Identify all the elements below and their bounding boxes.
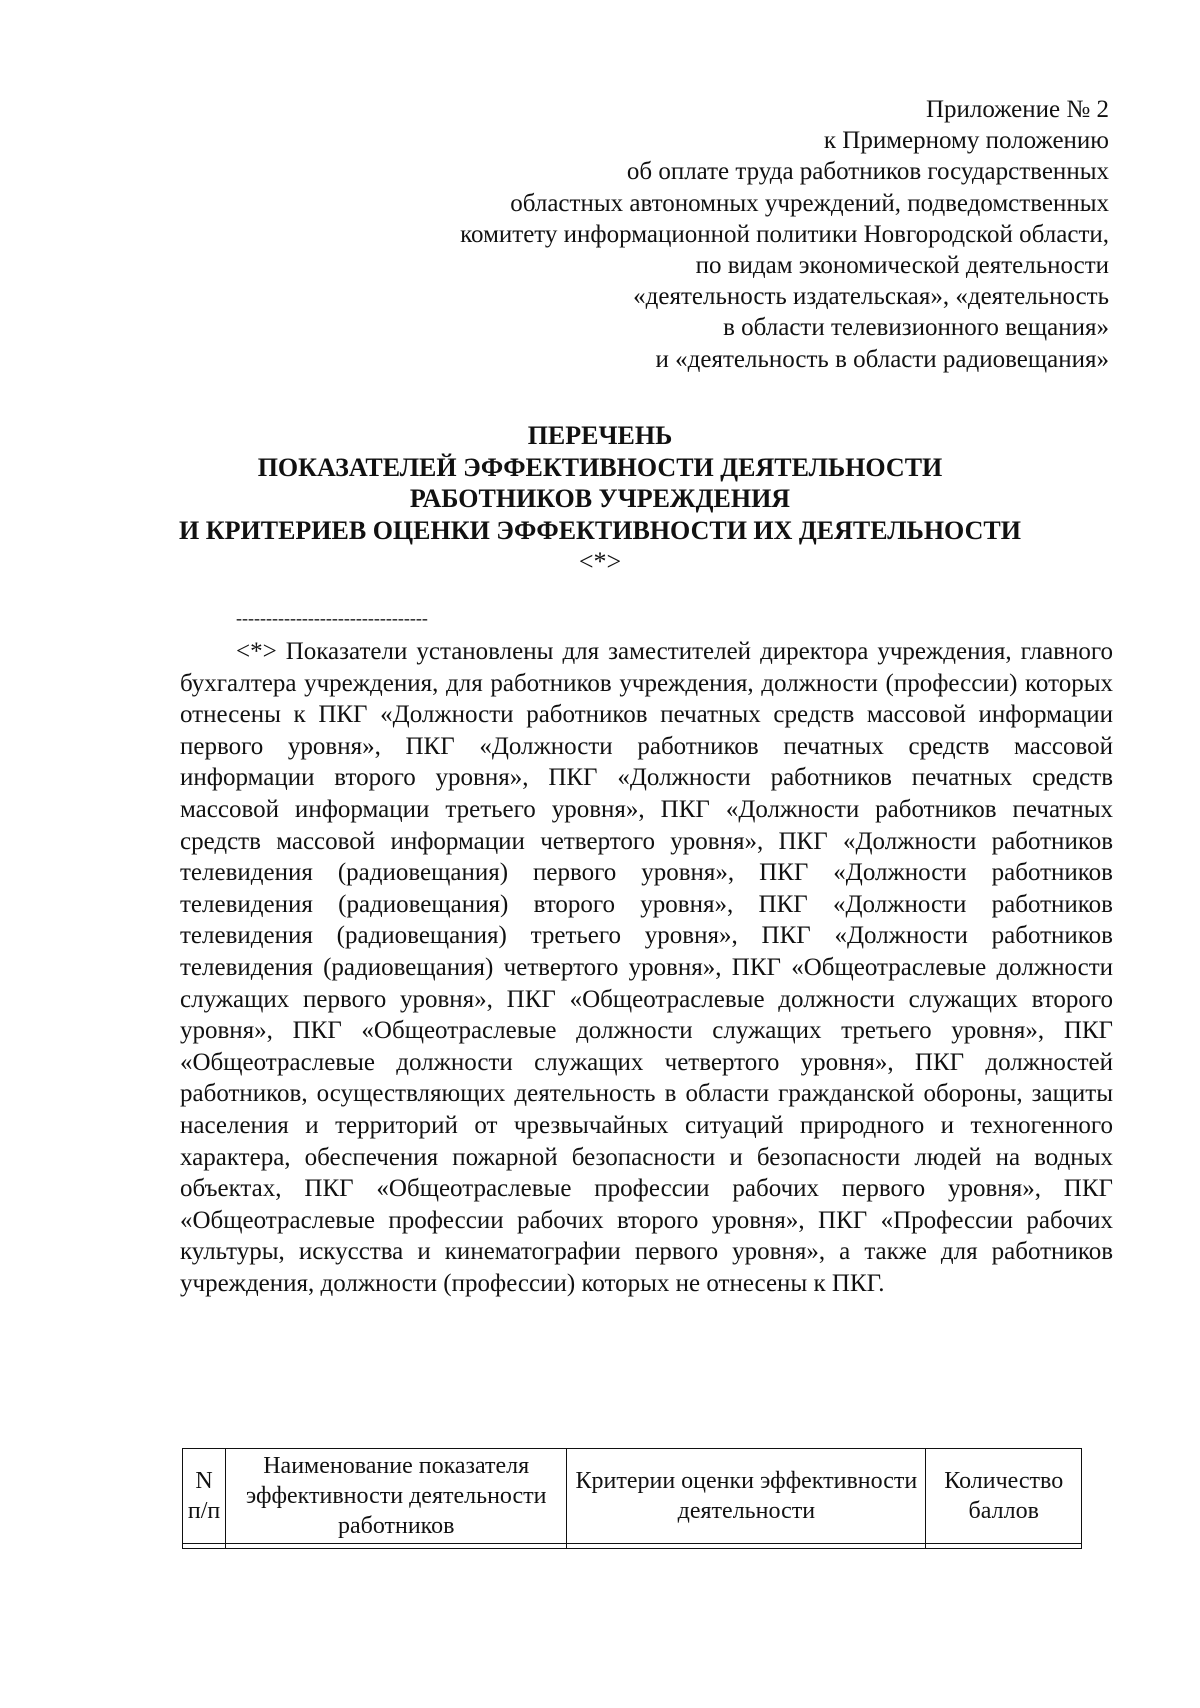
criteria-table: [182, 1448, 1082, 1549]
appendix-line: об оплате труда работников государственных: [626, 158, 1109, 186]
title-line: ПОКАЗАТЕЛЕЙ ЭФФЕКТИВНОСТИ ДЕЯТЕЛЬНОСТИ: [257, 452, 943, 482]
table-cell: [226, 1544, 567, 1549]
header-number: N п/п: [183, 1449, 226, 1544]
appendix-line: «деятельность издательская», «деятельность: [633, 283, 1109, 311]
table-cell: [926, 1544, 1082, 1549]
title-line: РАБОТНИКОВ УЧРЕЖДЕНИЯ: [409, 484, 791, 513]
table-cell: [183, 1544, 226, 1549]
appendix-line: по видам экономической деятельности: [695, 252, 1109, 280]
appendix-line: Приложение № 2: [925, 96, 1109, 123]
footnote-separator: --------------------------------: [236, 608, 428, 628]
footnote-text: <*> Показатели установлены для заместителей директора учреждения, главного бухгалтера учреждения, для работников учреждения, должности (профессии) которых отнесены к ПКГ «Должности работников печатных средств массовой информации первого уровня», ПКГ «Должности работников печатных средств массовой информации второго уровня», ПКГ «Должности работников печатных средств массовой информации третьего уровня», ПКГ «Должности работников печатных средств массовой информации четвертого уровня», ПКГ «Должности работников телевидения (радиовещания) первого уровня», ПКГ «Должности работников телевидения (радиовещания) второго уровня», ПКГ «Должности работников телевидения (радиовещания) третьего уровня», ПКГ «Должности работников телевидения (радиовещания) четвертого уровня», ПКГ «Общеотраслевые должности служащих первого уровня», ПКГ «Общеотраслевые должности служащих второго уровня», ПКГ «Общеотраслевые должности служащих третьего уровня», ПКГ «Общеотраслевые должности служащих четвертого уровня», ПКГ должностей работников, осуществляющих деятельность в области гражданской обороны, защиты населения и территорий от чрезвычайных ситуаций природного и техногенного характера, обеспечения пожарной безопасности и безопасности людей на водных объектах, ПКГ «Общеотраслевые профессии рабочих первого уровня», ПКГ «Общеотраслевые профессии рабочих второго уровня», ПКГ «Профессии рабочих культуры, искусства и кинематографии первого уровня», а также для работников учреждения, должности (профессии) которых не отнесены к ПКГ.: [180, 638, 1113, 1297]
title-line: И КРИТЕРИЕВ ОЦЕНКИ ЭФФЕКТИВНОСТИ ИХ ДЕЯТЕЛЬНОСТИ: [179, 515, 1021, 545]
appendix-line: комитету информационной политики Новгородской области,: [460, 220, 1109, 248]
table-header-row: [183, 1449, 1082, 1544]
appendix-line: в области телевизионного вещания»: [723, 314, 1109, 342]
table-row: [183, 1544, 1082, 1549]
header-indicator-name: Наименование показателя эффективности деятельности работников: [226, 1449, 567, 1544]
table-cell: [567, 1544, 926, 1549]
footnote-marker: <*>: [578, 547, 622, 576]
appendix-line: и «деятельность в области радиовещания»: [655, 345, 1109, 373]
header-criteria: Критерии оценки эффективности деятельности: [567, 1449, 926, 1544]
appendix-line: к Примерному положению: [823, 127, 1109, 155]
title-line: ПЕРЕЧЕНЬ: [527, 421, 673, 450]
document-title: [150, 420, 1050, 578]
appendix-line: областных автономных учреждений, подведомственных: [510, 189, 1109, 217]
appendix-header: [349, 94, 1109, 375]
header-points: Количество баллов: [926, 1449, 1082, 1544]
